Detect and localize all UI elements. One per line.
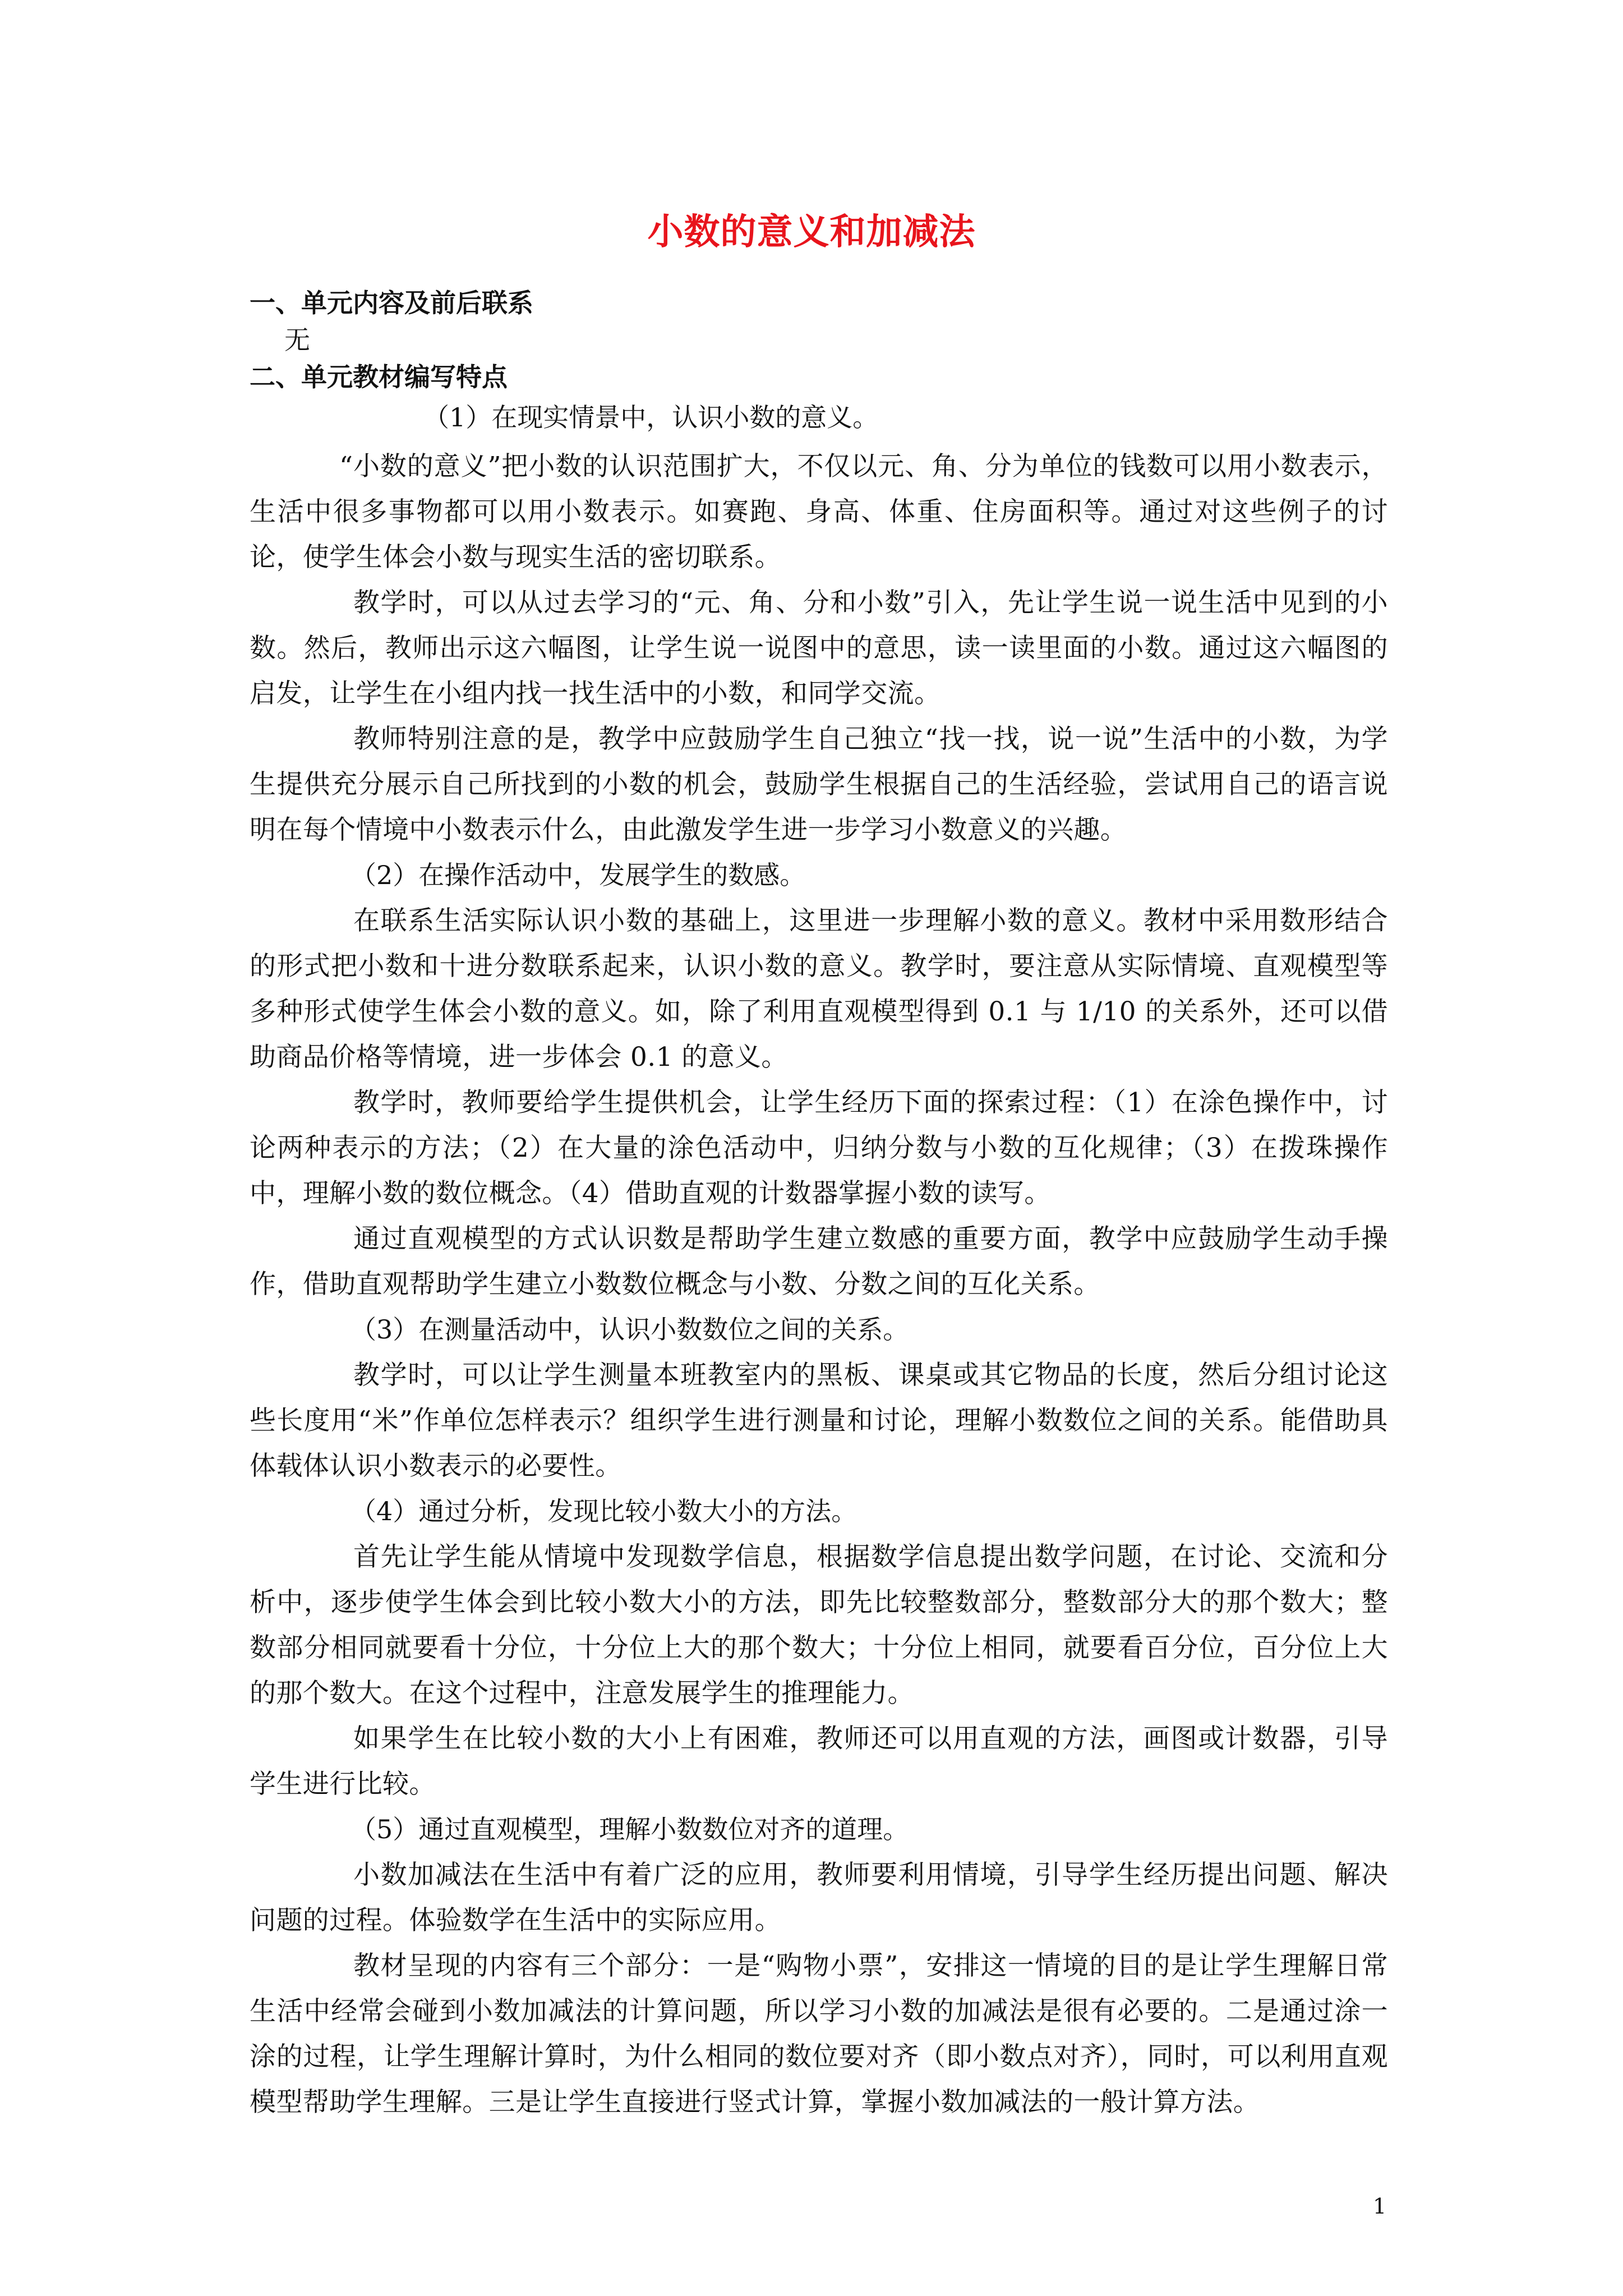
- paragraph: 教师特别注意的是，教学中应鼓励学生自己独立“找一找，说一说”生活中的小数，为学生提供充分展示自己所找到的小数的机会，鼓励学生根据自己的生活经验，尝试用自己的语言说明在每个情境中小数表示什么，由此激发学生进一步学习小数意义的兴趣。: [250, 724, 1388, 845]
- paragraph: 小数加减法在生活中有着广泛的应用，教师要利用情境，引导学生经历提出问题、解决问题的过程。体验数学在生活中的实际应用。: [250, 1860, 1388, 1936]
- section-1-heading: 一、单元内容及前后联系: [250, 288, 533, 318]
- paragraph: “小数的意义”把小数的认识范围扩大，不仅以元、角、分为单位的钱数可以用小数表示，生活中很多事物都可以用小数表示。如赛跑、身高、体重、住房面积等。通过对这些例子的讨论，使学生体会小数与现实生活的密切联系。: [250, 451, 1388, 573]
- subsection-2-heading: （2）在操作活动中，发展学生的数感。: [351, 860, 806, 890]
- section-1-body: 无: [284, 325, 310, 355]
- paragraph: 教学时，可以从过去学习的“元、角、分和小数”引入，先让学生说一说生活中见到的小数。然后，教师出示这六幅图，让学生说一说图中的意思，读一读里面的小数。通过这六幅图的启发，让学生在小组内找一找生活中的小数，和同学交流。: [250, 587, 1388, 709]
- paragraph: 通过直观模型的方式认识数是帮助学生建立数感的重要方面，教学中应鼓励学生动手操作，借助直观帮助学生建立小数数位概念与小数、分数之间的互化关系。: [250, 1223, 1388, 1300]
- subsection-3-heading: （3）在测量活动中，认识小数数位之间的关系。: [351, 1314, 909, 1345]
- document-body: [250, 284, 1388, 2125]
- document-title: 小数的意义和加减法: [647, 211, 976, 253]
- paragraph: 在联系生活实际认识小数的基础上，这里进一步理解小数的意义。教材中采用数形结合的形式把小数和十进分数联系起来，认识小数的意义。教学时，要注意从实际情境、直观模型等多种形式使学生体会小数的意义。如，除了利用直观模型得到 0.1 与 1/10 的关系外，还可以借助商品价格等情境，进一步体会 0.1 的意义。: [250, 905, 1388, 1073]
- subsection-5-heading: （5）通过直观模型，理解小数数位对齐的道理。: [351, 1814, 909, 1844]
- paragraph: 教学时，教师要给学生提供机会，让学生经历下面的探索过程：（1）在涂色操作中，讨论两种表示的方法；（2）在大量的涂色活动中，归纳分数与小数的互化规律；（3）在拨珠操作中，理解小数的数位概念。（4）借助直观的计数器掌握小数的读写。: [250, 1087, 1388, 1209]
- paragraph: 教学时，可以让学生测量本班教室内的黑板、课桌或其它物品的长度，然后分组讨论这些长度用“米”作单位怎样表示？组织学生进行测量和讨论，理解小数数位之间的关系。能借助具体载体认识小数表示的必要性。: [250, 1360, 1388, 1481]
- subsection-4-heading: （4）通过分析，发现比较小数大小的方法。: [351, 1496, 857, 1526]
- subsection-1-heading: （1）在现实情景中，认识小数的意义。: [423, 402, 879, 432]
- page-number: 1: [1373, 2194, 1387, 2219]
- paragraph: 首先让学生能从情境中发现数学信息，根据数学信息提出数学问题，在讨论、交流和分析中，逐步使学生体会到比较小数大小的方法，即先比较整数部分，整数部分大的那个数大；整数部分相同就要看十分位，十分位上大的那个数大；十分位上相同，就要看百分位，百分位上大的那个数大。在这个过程中，注意发展学生的推理能力。: [250, 1542, 1388, 1709]
- paragraph: 如果学生在比较小数的大小上有困难，教师还可以用直观的方法，画图或计数器，引导学生进行比较。: [250, 1723, 1388, 1800]
- section-2-heading: 二、单元教材编写特点: [250, 362, 508, 392]
- paragraph: 教材呈现的内容有三个部分：一是“购物小票”，安排这一情境的目的是让学生理解日常生活中经常会碰到小数加减法的计算问题，所以学习小数的加减法是很有必要的。二是通过涂一涂的过程，让学生理解计算时，为什么相同的数位要对齐（即小数点对齐），同时，可以利用直观模型帮助学生理解。三是让学生直接进行竖式计算，掌握小数加减法的一般计算方法。: [250, 1950, 1388, 2118]
